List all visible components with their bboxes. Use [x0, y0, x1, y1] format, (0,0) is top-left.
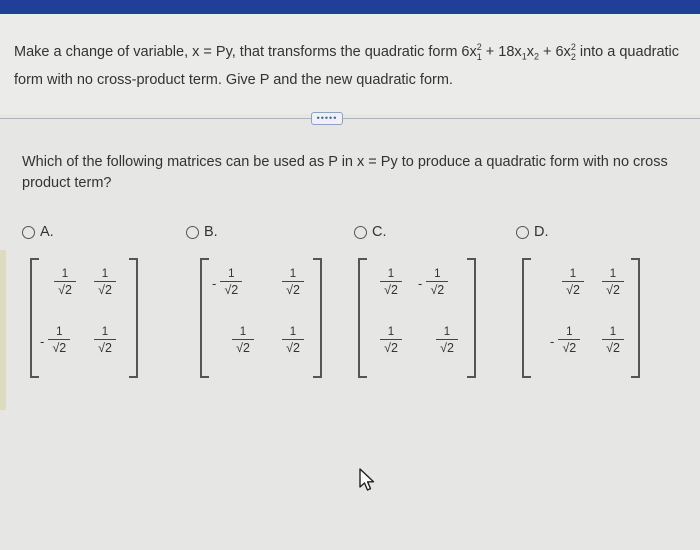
option-c[interactable]: [354, 224, 454, 356]
matrix-entry: - $\frac{1}{√2}$: [40, 326, 70, 356]
option-label: A.: [40, 224, 54, 240]
matrix-entry: $\frac{1}{√2}$: [598, 268, 624, 298]
option-d[interactable]: [516, 224, 620, 356]
problem-statement: Make a change of variable, x = Py, that transforms the quadratic form $6x^2_1 + 18x_1x_2 + 6x^2_2$ into a quadratic form with no cross-product term. Give P and the new quadratic form.: [14, 42, 680, 88]
question-text: Which of the following matrices can be used as P in x = Py to produce a quadratic form with no cross product term?: [22, 154, 668, 191]
matrix-entry: $\frac{1}{√2}$: [50, 268, 76, 298]
option-label: D.: [534, 224, 549, 240]
matrix-entry: $\frac{1}{√2}$: [90, 326, 116, 356]
section-divider: [0, 118, 700, 119]
matrix-entry: $\frac{1}{√2}$: [376, 326, 402, 356]
option-a[interactable]: [22, 224, 112, 356]
matrix-entry: - $\frac{1}{√2}$: [212, 268, 242, 298]
matrix-entry: - $\frac{1}{√2}$: [418, 268, 448, 298]
option-b[interactable]: [186, 224, 300, 356]
problem-panel: [0, 14, 700, 114]
matrix-entry: $\frac{1}{√2}$: [278, 326, 304, 356]
matrix: [522, 258, 640, 378]
radio-button-icon[interactable]: [354, 226, 367, 239]
radio-button-icon[interactable]: [22, 226, 35, 239]
matrix-entry: $\frac{1}{√2}$: [90, 268, 116, 298]
matrix: [358, 258, 476, 378]
matrix-entry: $\frac{1}{√2}$: [376, 268, 402, 298]
top-bar: [0, 0, 700, 14]
radio-button-icon[interactable]: [186, 226, 199, 239]
matrix-entry: $\frac{1}{√2}$: [432, 326, 458, 356]
matrix-entry: $\frac{1}{√2}$: [558, 268, 584, 298]
mouse-pointer-icon: [358, 468, 376, 492]
matrix-entry: $\frac{1}{√2}$: [228, 326, 254, 356]
matrix: [30, 258, 138, 378]
radio-button-icon[interactable]: [516, 226, 529, 239]
matrix: [200, 258, 322, 378]
left-edge-strip: [0, 250, 6, 410]
option-label: C.: [372, 224, 387, 240]
matrix-entry: $\frac{1}{√2}$: [598, 326, 624, 356]
matrix-entry: - $\frac{1}{√2}$: [550, 326, 580, 356]
option-label: B.: [204, 224, 218, 240]
expand-more-button[interactable]: •••••: [311, 112, 343, 125]
matrix-entry: $\frac{1}{√2}$: [278, 268, 304, 298]
